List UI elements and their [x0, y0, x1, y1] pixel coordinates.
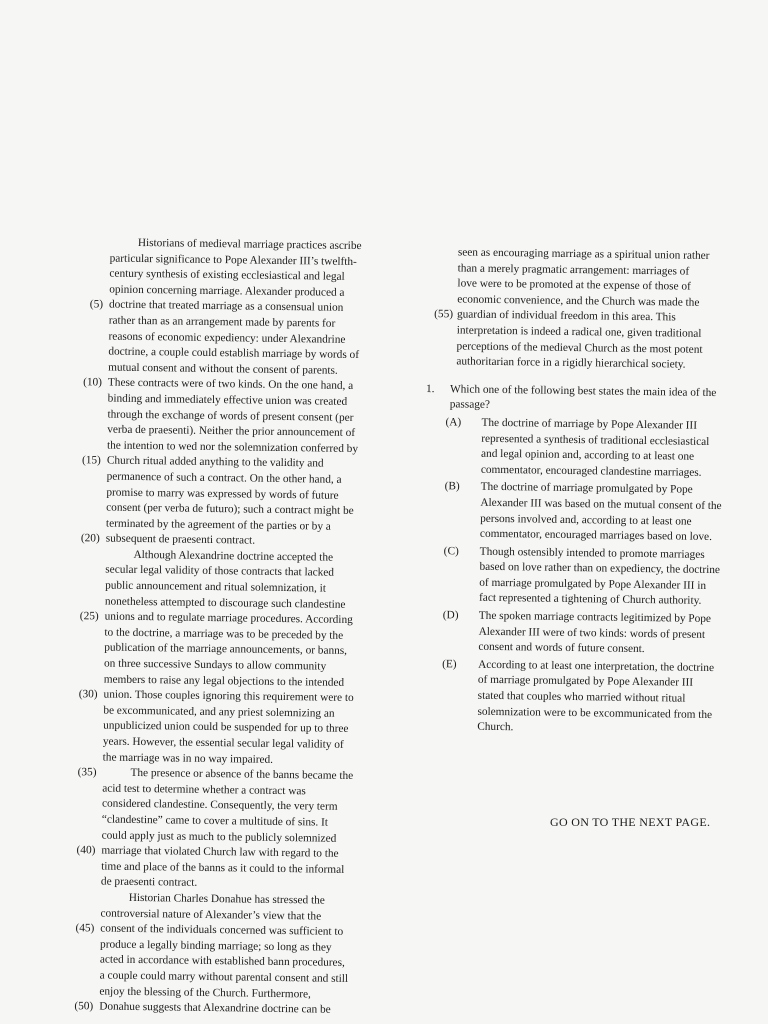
- answer-option-a[interactable]: [425, 415, 726, 482]
- line-text: seen as encouraging marriage as a spiritual union rather: [457, 246, 710, 262]
- line-text: controversial nature of Alexander’s view that the: [100, 907, 322, 923]
- line-text: doctrine that treated marriage as a consensual union: [108, 298, 344, 315]
- answer-option-e[interactable]: [421, 657, 722, 739]
- line-text: promise to marry was expressed by words of future: [106, 486, 339, 502]
- line-text: members to raise any legal objections to the intended: [103, 673, 345, 689]
- answer-option-b[interactable]: [424, 479, 725, 546]
- line-text: secular legal validity of those contracts that lacked: [105, 563, 335, 580]
- line-text: reasons of economic expediency: under Alexandrine: [108, 330, 346, 346]
- line-text: produce a legally binding marriage; so long as they: [100, 938, 332, 954]
- line-text: on three successive Sundays to allow community: [103, 657, 327, 673]
- line-text: the intention to wed nor the solemnization conferred by: [106, 439, 359, 455]
- option-label: (D): [442, 609, 459, 622]
- line-text: than a merely pragmatic arrangement: marriages of: [457, 262, 690, 278]
- passage-continuation: [426, 245, 728, 374]
- line-text: These contracts were of two kinds. On the one hand, a: [107, 376, 354, 393]
- line-text: the marriage was in no way impaired.: [102, 751, 274, 766]
- line-text: be excommunicated, and any priest solemnizing an: [103, 704, 335, 720]
- line-text: considered clandestine. Consequently, the very term: [101, 797, 338, 814]
- line-text: century synthesis of existing ecclesiastical and legal: [109, 267, 345, 284]
- line-number: (20): [80, 532, 100, 545]
- line-number: (35): [77, 766, 97, 779]
- line-text: unions and to regulate marriage procedures. According: [104, 610, 353, 627]
- question-stem-text: Which one of the following best states the main idea of the passage?: [449, 383, 717, 412]
- line-text: interpretation is indeed a radical one, given traditional: [456, 324, 702, 340]
- option-text: According to at least one interpretation, the doctrine of marriage promulgated by Pope Alexander III stated that couples who married without ritual solemnization were to be excommunicated from the Church.: [477, 658, 715, 734]
- answer-option-d[interactable]: [422, 608, 723, 659]
- question-stem: [426, 382, 726, 417]
- line-text: Historian Charles Donahue has stressed the: [128, 891, 325, 907]
- line-number: (50): [74, 1000, 94, 1013]
- line-text: public announcement and ritual solemnization, it: [105, 579, 327, 595]
- line-text: Church ritual added anything to the validity and: [106, 454, 324, 470]
- option-text: The spoken marriage contracts legitimized by Pope Alexander III were of two kinds: words of present consent and words of future consent.: [478, 609, 712, 656]
- line-text: union. Those couples ignoring this requirement were to: [103, 688, 354, 705]
- line-number: (10): [83, 376, 103, 389]
- line-text: rather than as an arrangement made by parents for: [108, 314, 336, 330]
- option-label: (A): [445, 416, 462, 429]
- line-text: mutual consent and without the consent of parents.: [108, 361, 338, 377]
- line-text: marriage that violated Church law with regard to the: [101, 844, 339, 860]
- line-text: a couple could marry without parental consent and still: [99, 969, 349, 985]
- line-text: consent of the individuals concerned was sufficient to: [100, 922, 344, 939]
- passage-line: [59, 999, 379, 1019]
- line-text: permanence of such a contract. On the other hand, a: [106, 470, 342, 486]
- line-text: acted in accordance with established bann procedures,: [99, 953, 345, 970]
- passage-column-right: [421, 245, 728, 739]
- line-text: years. However, the essential secular legal validity of: [102, 735, 344, 751]
- option-text: The doctrine of marriage promulgated by Pope Alexander III was based on the mutual consent of the persons involved and, according to at least one commentator, encouraged marriages based on love.: [479, 481, 722, 544]
- line-text: nonetheless attempted to discourage such clandestine: [104, 595, 346, 611]
- line-text: de praesenti contract.: [100, 875, 198, 890]
- line-text: acid test to determine whether a contract was: [102, 782, 306, 798]
- line-number: (30): [78, 688, 98, 701]
- line-text: Although Alexandrine doctrine accepted the: [133, 548, 334, 564]
- line-text: terminated by the agreement of the parties or by a: [105, 517, 331, 533]
- line-text: doctrine, a couple could establish marriage by words of: [108, 345, 360, 362]
- next-page-notice: GO ON TO THE NEXT PAGE.: [550, 815, 711, 829]
- line-text: unpublicized union could be suspended for up to three: [103, 719, 349, 736]
- line-text: opinion concerning marriage. Alexander produced a: [109, 283, 345, 299]
- line-text: Historians of medieval marriage practices ascribe: [137, 236, 362, 253]
- line-text: binding and immediately effective union was created: [107, 392, 348, 408]
- line-number: (5): [89, 298, 104, 311]
- line-text: verba de praesenti). Neither the prior announcement of: [107, 423, 356, 440]
- line-text: through the exchange of words of present consent (per: [107, 408, 354, 424]
- answer-option-c[interactable]: [423, 544, 724, 611]
- line-text: guardian of individual freedom in this area. This: [456, 308, 676, 324]
- passage-column-left: [59, 235, 390, 1019]
- line-text: subsequent de praesenti contract.: [105, 532, 256, 547]
- line-text: particular significance to Pope Alexander III’s twelfth-: [109, 252, 357, 268]
- line-text: publication of the marriage announcements, or banns,: [104, 641, 348, 658]
- line-text: perceptions of the medieval Church as the most potent: [456, 339, 703, 356]
- line-number: (45): [75, 922, 95, 935]
- line-text: love were to be promoted at the expense of those of: [457, 277, 691, 293]
- option-label: (C): [443, 544, 459, 558]
- line-number: (55): [434, 308, 454, 321]
- line-number: (25): [79, 610, 99, 623]
- line-text: Donahue suggests that Alexandrine doctrine can be: [99, 1000, 331, 1016]
- line-number: (40): [76, 844, 96, 857]
- question-1: [421, 382, 726, 739]
- line-text: “clandestine” came to cover a multitude of sins. It: [101, 813, 329, 829]
- line-text: consent (per verba de futuro); such a contract might be: [106, 501, 354, 518]
- line-text: The presence or absence of the banns became the: [130, 767, 354, 783]
- line-text: time and place of the banns as it could to the informal: [101, 860, 345, 876]
- line-text: economic convenience, and the Church was made the: [457, 293, 700, 309]
- option-label: (E): [442, 658, 457, 671]
- passage-line: [426, 354, 726, 374]
- line-text: authoritarian force in a rigidly hierarchical society.: [456, 355, 686, 371]
- line-text: could apply just as much to the publicly solemnized: [101, 829, 337, 845]
- line-text: enjoy the blessing of the Church. Furthermore,: [99, 984, 311, 1000]
- option-label: (B): [444, 480, 460, 493]
- option-text: Though ostensibly intended to promote marriages based on love rather than on expediency, the doctrine of marriage promulgated by Pope Alexander III in fact represented a tightening of Church authority.: [478, 545, 721, 608]
- question-number: 1.: [425, 382, 435, 395]
- option-text: The doctrine of marriage by Pope Alexander III represented a synthesis of traditional ecclesiastical and legal opinion and, according to at least one commentator, encouraged clandestine marriages.: [480, 416, 710, 479]
- line-text: to the doctrine, a marriage was to be preceded by the: [104, 626, 344, 642]
- line-number: (15): [81, 454, 101, 467]
